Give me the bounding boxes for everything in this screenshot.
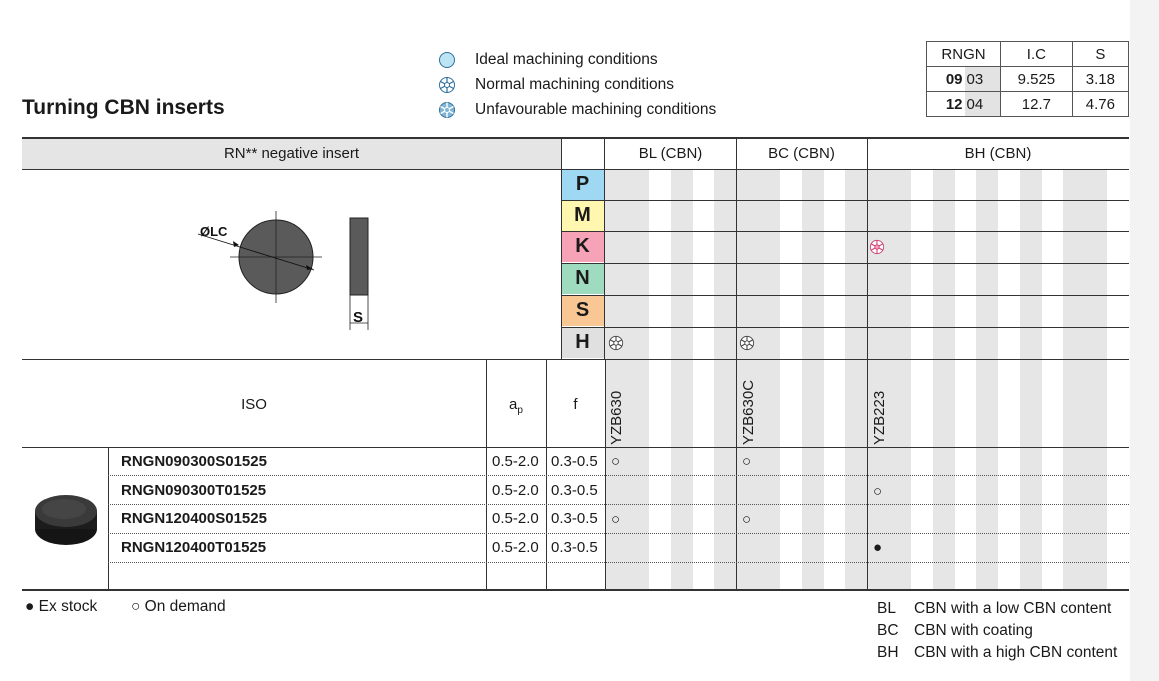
grade-stripe [1063,169,1085,590]
f-row1: 0.3-0.5 [551,453,598,470]
abbr-bc [877,622,1033,640]
rule [604,137,605,359]
rule [561,137,562,359]
grade-stripe [889,169,911,590]
footer-ex-stock: ● Ex stock [25,598,98,615]
grade-yzb630: YZB630 [608,390,625,445]
unfavourable-gear-icon [438,101,456,119]
dimensions-table [926,41,1129,117]
inserts-table [22,137,1129,590]
thickness-label: S [353,309,364,326]
col-ap [486,396,546,416]
grade-stripe [867,169,889,590]
abbr-bc-value: CBN with coating [914,622,1033,639]
rule [108,447,109,590]
material-h: H [561,327,604,358]
abbr-bl-value: CBN with a low CBN content [914,600,1112,617]
dim-row1-s: 3.18 [1072,67,1128,92]
grade-stripe [1085,169,1107,590]
dim-row2-code2: 04 [965,92,1001,117]
row-separator [108,504,1129,505]
rule [561,263,1129,264]
rule [561,327,1129,328]
ap-row1: 0.5-2.0 [492,453,539,470]
f-row4: 0.3-0.5 [551,539,598,556]
grade-stripe [933,169,955,590]
row1-yzb630-mark: ○ [611,453,621,470]
legend-ideal-label: Ideal machining conditions [475,51,658,68]
row2-yzb223-mark: ○ [873,483,883,500]
grade-stripe [758,169,780,590]
grade-stripe [976,169,998,590]
dim-row2-ic: 12.7 [1001,92,1073,117]
abbr-bl-key: BL [877,600,896,617]
material-s: S [561,295,604,326]
rule [561,295,1129,296]
row1-yzb630c-mark: ○ [742,453,752,470]
row-separator [108,533,1129,534]
h-bc-condition-icon [739,335,755,351]
grade-stripe [671,169,693,590]
group-bh: BH (CBN) [964,145,1032,162]
col-ap-sub: p [517,405,523,416]
abbr-bc-key: BC [877,622,899,639]
abbr-bh [877,644,1117,662]
dim-row2-code: 12 [927,92,965,117]
material-k: K [561,231,604,262]
abbr-bh-value: CBN with a high CBN content [914,644,1118,661]
f-row3: 0.3-0.5 [551,510,598,527]
dim-header-rngn: RNGN [927,42,1001,67]
dim-row2-s: 4.76 [1072,92,1128,117]
iso-row4: RNGN120400T01525 [121,539,267,556]
f-row2: 0.3-0.5 [551,482,598,499]
row3-yzb630c-mark: ○ [742,511,752,528]
insert-diagram [192,207,382,337]
group-bc: BC (CBN) [768,145,835,162]
grade-stripe [1020,169,1042,590]
legend-unfavourable-label: Unfavourable machining conditions [475,101,717,118]
row3-yzb630-mark: ○ [611,511,621,528]
rule [736,137,737,590]
ap-row4: 0.5-2.0 [492,539,539,556]
grade-stripe [714,169,736,590]
dim-row1-code2: 03 [965,67,1001,92]
row-separator [108,475,1129,476]
rule [561,200,1129,201]
rule [22,137,1129,139]
rule [867,137,868,590]
footer-on-demand: ○ On demand [131,598,226,615]
material-p: P [561,169,604,200]
ap-row2: 0.5-2.0 [492,482,539,499]
dim-row1-code: 09 [927,67,965,92]
material-n: N [561,263,604,294]
grade-yzb630c: YZB630C [740,379,757,445]
grade-stripe [627,169,649,590]
ap-row3: 0.5-2.0 [492,510,539,527]
rule [22,589,1129,591]
grade-yzb223: YZB223 [871,390,888,445]
insert-photo [32,489,100,551]
dim-header-s: S [1072,42,1128,67]
group-bl: BL (CBN) [638,145,703,162]
h-bl-condition-icon [608,335,624,351]
col-f: f [573,396,578,413]
abbr-bh-key: BH [877,644,899,661]
diameter-label: ØLC [200,224,228,239]
col-ap-label: a [509,396,518,413]
col-iso: ISO [241,396,267,413]
grade-stripe [845,169,867,590]
iso-row3: RNGN120400S01525 [121,510,267,527]
iso-row2: RNGN090300T01525 [121,482,267,499]
row-separator [108,562,1129,563]
insert-header: RN** negative insert [223,145,360,162]
rule [561,231,1129,232]
grade-stripe [802,169,824,590]
rule [22,169,1129,170]
legend-normal-label: Normal machining conditions [475,76,675,93]
right-margin-strip [1130,0,1159,681]
row4-yzb223-mark: ● [873,539,883,556]
k-bh-condition-icon [869,239,885,255]
ideal-circle-icon [438,51,456,69]
material-m: M [561,200,604,231]
abbr-bl [877,600,1111,618]
rule [22,359,1129,360]
normal-gear-icon [438,76,456,94]
iso-row1: RNGN090300S01525 [121,453,267,470]
dim-header-ic: I.C [1001,42,1073,67]
dim-row1-ic: 9.525 [1001,67,1073,92]
page-title: Turning CBN inserts [22,96,225,119]
rule [22,447,1129,448]
